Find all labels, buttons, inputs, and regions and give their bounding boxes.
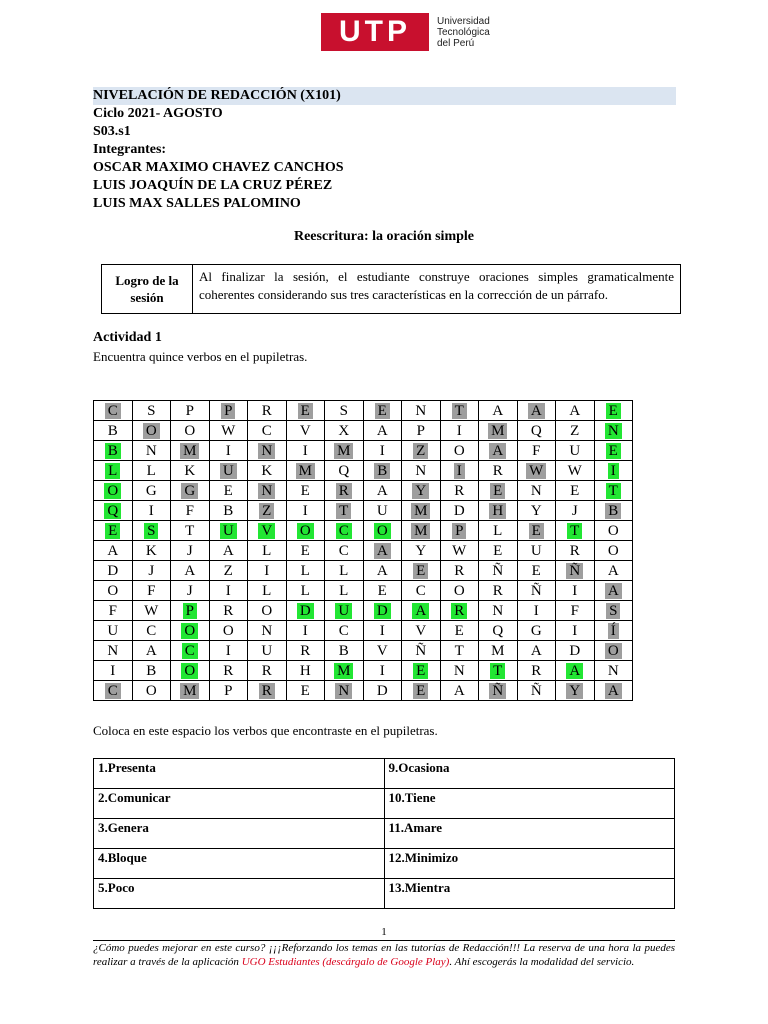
verbs-instruction: Coloca en este espacio los verbos que encontraste en el pupiletras.	[93, 723, 438, 738]
grid-cell: L	[479, 521, 518, 541]
grid-cell: E	[402, 681, 441, 701]
grid-cell: A	[594, 681, 633, 701]
grid-cell: F	[94, 601, 133, 621]
grid-row	[94, 521, 633, 541]
grid-cell: A	[594, 561, 633, 581]
grid-cell: E	[286, 481, 325, 501]
grid-cell: R	[209, 601, 248, 621]
grid-cell: Q	[325, 461, 364, 481]
grid-cell: O	[363, 521, 402, 541]
grid-cell: L	[286, 581, 325, 601]
grid-cell: R	[248, 661, 287, 681]
grid-cell: F	[132, 581, 171, 601]
grid-cell: E	[363, 401, 402, 421]
grid-cell: V	[248, 521, 287, 541]
grid-cell: Z	[209, 561, 248, 581]
grid-cell: I	[556, 621, 595, 641]
grid-cell: B	[325, 641, 364, 661]
grid-row	[94, 641, 633, 661]
grid-cell: W	[440, 541, 479, 561]
grid-cell: E	[517, 561, 556, 581]
grid-cell: N	[248, 441, 287, 461]
verbs-row	[94, 879, 675, 909]
grid-cell: P	[440, 521, 479, 541]
grid-cell: P	[209, 681, 248, 701]
grid-cell: Ñ	[402, 641, 441, 661]
grid-cell: I	[594, 461, 633, 481]
grid-cell: A	[363, 541, 402, 561]
grid-cell: N	[325, 681, 364, 701]
grid-cell: S	[325, 401, 364, 421]
grid-cell: I	[363, 621, 402, 641]
grid-cell: I	[363, 441, 402, 461]
logo-mark: UTP	[321, 13, 429, 51]
footer-text: ¿Cómo puedes mejorar en este curso? ¡¡¡Reforzando los temas en las tutorías de Redacción!!! La reserva de una hora la puedes realizar a través de la aplicación	[93, 942, 675, 968]
grid-cell: V	[363, 641, 402, 661]
verb-cell: 1.Presenta	[94, 759, 385, 789]
grid-cell: M	[479, 641, 518, 661]
grid-cell: C	[94, 401, 133, 421]
logo-text	[437, 16, 490, 49]
grid-cell: E	[594, 401, 633, 421]
grid-cell: T	[440, 641, 479, 661]
grid-cell: U	[248, 641, 287, 661]
grid-cell: E	[286, 401, 325, 421]
grid-cell: N	[440, 661, 479, 681]
grid-cell: N	[132, 441, 171, 461]
grid-cell: K	[248, 461, 287, 481]
grid-cell: G	[132, 481, 171, 501]
grid-cell: W	[209, 421, 248, 441]
grid-cell: B	[94, 421, 133, 441]
grid-cell: E	[363, 581, 402, 601]
grid-cell: S	[132, 521, 171, 541]
grid-cell: C	[325, 541, 364, 561]
grid-cell: P	[402, 421, 441, 441]
grid-cell: D	[286, 601, 325, 621]
grid-cell: I	[440, 461, 479, 481]
grid-cell: U	[556, 441, 595, 461]
grid-cell: O	[209, 621, 248, 641]
verb-cell: 10.Tiene	[384, 789, 675, 819]
grid-cell: L	[132, 461, 171, 481]
grid-cell: N	[248, 481, 287, 501]
session-goal-text: Al finalizar la sesión, el estudiante construye oraciones simples gramaticalmente coherentes considerando sus tres características en la corrección de un párrafo.	[199, 269, 674, 302]
grid-cell: A	[556, 401, 595, 421]
grid-cell: I	[209, 441, 248, 461]
grid-row	[94, 621, 633, 641]
activity-title: Actividad 1	[93, 330, 162, 345]
grid-cell: A	[440, 681, 479, 701]
grid-row	[94, 501, 633, 521]
grid-cell: S	[594, 601, 633, 621]
grid-cell: A	[171, 561, 210, 581]
grid-cell: A	[517, 401, 556, 421]
grid-cell: U	[325, 601, 364, 621]
grid-cell: E	[479, 481, 518, 501]
grid-cell: E	[94, 521, 133, 541]
grid-cell: I	[363, 661, 402, 681]
grid-row	[94, 601, 633, 621]
grid-cell: G	[171, 481, 210, 501]
logo-line3: del Perú	[437, 37, 475, 49]
grid-cell: A	[556, 661, 595, 681]
grid-cell: W	[556, 461, 595, 481]
grid-cell: O	[594, 541, 633, 561]
grid-cell: V	[286, 421, 325, 441]
grid-cell: R	[440, 561, 479, 581]
grid-cell: T	[594, 481, 633, 501]
verb-cell: 5.Poco	[94, 879, 385, 909]
grid-cell: U	[363, 501, 402, 521]
grid-cell: Q	[517, 421, 556, 441]
grid-cell: R	[479, 461, 518, 481]
grid-cell: O	[94, 481, 133, 501]
grid-cell: O	[594, 641, 633, 661]
grid-cell: M	[402, 521, 441, 541]
grid-row	[94, 421, 633, 441]
grid-cell: Q	[479, 621, 518, 641]
grid-row	[94, 561, 633, 581]
grid-cell: A	[363, 421, 402, 441]
grid-cell: A	[402, 601, 441, 621]
grid-cell: C	[325, 521, 364, 541]
grid-cell: W	[132, 601, 171, 621]
grid-cell: R	[248, 401, 287, 421]
utp-logo	[321, 13, 490, 51]
grid-cell: R	[248, 681, 287, 701]
grid-cell: O	[440, 581, 479, 601]
grid-cell: Y	[556, 681, 595, 701]
verb-cell: 4.Bloque	[94, 849, 385, 879]
grid-cell: X	[325, 421, 364, 441]
grid-cell: J	[171, 581, 210, 601]
grid-cell: N	[248, 621, 287, 641]
grid-cell: M	[479, 421, 518, 441]
grid-cell: K	[132, 541, 171, 561]
grid-cell: N	[94, 641, 133, 661]
grid-cell: B	[94, 441, 133, 461]
grid-cell: C	[171, 641, 210, 661]
session-goal-box	[101, 264, 681, 314]
grid-cell: I	[94, 661, 133, 681]
session-goal-label: Logro de la sesión	[102, 265, 193, 313]
grid-cell: E	[402, 561, 441, 581]
verbs-row	[94, 789, 675, 819]
page-number: 1	[381, 926, 387, 938]
grid-cell: A	[517, 641, 556, 661]
grid-cell: E	[517, 521, 556, 541]
grid-cell: R	[479, 581, 518, 601]
grid-cell: B	[363, 461, 402, 481]
grid-cell: D	[440, 501, 479, 521]
grid-cell: Ñ	[556, 561, 595, 581]
grid-cell: Ñ	[479, 681, 518, 701]
grid-cell: C	[325, 621, 364, 641]
grid-cell: C	[132, 621, 171, 641]
grid-cell: D	[94, 561, 133, 581]
footer-text-end: . Ahí escogerás la modalidad del servicio.	[449, 956, 635, 968]
section-title: Reescritura: la oración simple	[293, 229, 474, 244]
grid-cell: U	[517, 541, 556, 561]
grid-cell: T	[556, 521, 595, 541]
verbs-table	[93, 758, 675, 909]
grid-cell: A	[479, 441, 518, 461]
verbs-row	[94, 759, 675, 789]
grid-cell: I	[209, 581, 248, 601]
grid-cell: R	[440, 481, 479, 501]
grid-cell: A	[209, 541, 248, 561]
grid-row	[94, 541, 633, 561]
grid-cell: I	[209, 641, 248, 661]
verb-cell: 13.Mientra	[384, 879, 675, 909]
grid-cell: E	[402, 661, 441, 681]
grid-cell: A	[479, 401, 518, 421]
members-label: Integrantes:	[93, 142, 167, 157]
grid-cell: E	[286, 541, 325, 561]
grid-cell: O	[248, 601, 287, 621]
footer-note	[93, 941, 675, 969]
grid-cell: I	[517, 601, 556, 621]
grid-cell: J	[132, 561, 171, 581]
grid-cell: Q	[94, 501, 133, 521]
grid-cell: Y	[402, 481, 441, 501]
member-name: LUIS JOAQUÍN DE LA CRUZ PÉREZ	[93, 178, 333, 193]
grid-cell: U	[209, 461, 248, 481]
logo-line2: Tecnológica	[437, 26, 490, 38]
grid-cell: A	[132, 641, 171, 661]
grid-cell: R	[209, 661, 248, 681]
grid-cell: I	[286, 501, 325, 521]
grid-cell: I	[440, 421, 479, 441]
grid-cell: Z	[402, 441, 441, 461]
grid-cell: B	[132, 661, 171, 681]
grid-cell: R	[556, 541, 595, 561]
grid-cell: U	[209, 521, 248, 541]
grid-cell: O	[94, 581, 133, 601]
grid-cell: O	[440, 441, 479, 461]
grid-cell: F	[556, 601, 595, 621]
verb-cell: 11.Amare	[384, 819, 675, 849]
grid-cell: W	[517, 461, 556, 481]
grid-cell: M	[325, 441, 364, 461]
cycle: Ciclo 2021- AGOSTO	[93, 106, 223, 121]
word-search-grid	[93, 400, 633, 701]
grid-cell: Y	[402, 541, 441, 561]
grid-cell: U	[94, 621, 133, 641]
grid-cell: M	[325, 661, 364, 681]
grid-cell: N	[594, 421, 633, 441]
grid-cell: E	[556, 481, 595, 501]
grid-cell: L	[94, 461, 133, 481]
member-name: LUIS MAX SALLES PALOMINO	[93, 196, 301, 211]
activity-instruction: Encuentra quince verbos en el pupiletras.	[93, 349, 308, 364]
grid-cell: H	[286, 661, 325, 681]
grid-row	[94, 401, 633, 421]
logo-line1: Universidad	[437, 15, 490, 27]
grid-cell: P	[171, 601, 210, 621]
grid-cell: R	[325, 481, 364, 501]
grid-cell: R	[440, 601, 479, 621]
grid-cell: Ñ	[479, 561, 518, 581]
grid-cell: Ñ	[517, 681, 556, 701]
grid-cell: M	[402, 501, 441, 521]
grid-cell: D	[556, 641, 595, 661]
grid-cell: O	[594, 521, 633, 541]
grid-cell: N	[402, 401, 441, 421]
grid-cell: J	[171, 541, 210, 561]
grid-cell: E	[440, 621, 479, 641]
grid-cell: C	[248, 421, 287, 441]
grid-cell: M	[171, 681, 210, 701]
grid-cell: N	[479, 601, 518, 621]
session-code: S03.s1	[93, 124, 131, 139]
grid-cell: M	[286, 461, 325, 481]
grid-cell: F	[171, 501, 210, 521]
grid-cell: O	[132, 681, 171, 701]
grid-cell: E	[209, 481, 248, 501]
grid-cell: L	[248, 581, 287, 601]
verb-cell: 12.Minimizo	[384, 849, 675, 879]
grid-cell: Z	[556, 421, 595, 441]
grid-cell: O	[171, 421, 210, 441]
grid-cell: C	[402, 581, 441, 601]
grid-cell: I	[286, 621, 325, 641]
grid-cell: A	[94, 541, 133, 561]
grid-cell: Ñ	[517, 581, 556, 601]
grid-cell: Y	[517, 501, 556, 521]
grid-cell: L	[325, 581, 364, 601]
grid-cell: I	[286, 441, 325, 461]
member-name: OSCAR MAXIMO CHAVEZ CANCHOS	[93, 160, 344, 175]
grid-cell: C	[94, 681, 133, 701]
grid-cell: E	[594, 441, 633, 461]
grid-cell: M	[171, 441, 210, 461]
grid-cell: I	[132, 501, 171, 521]
grid-cell: D	[363, 601, 402, 621]
grid-cell: E	[286, 681, 325, 701]
grid-cell: O	[171, 621, 210, 641]
grid-cell: S	[132, 401, 171, 421]
grid-row	[94, 681, 633, 701]
grid-row	[94, 581, 633, 601]
verb-cell: 2.Comunicar	[94, 789, 385, 819]
grid-cell: O	[171, 661, 210, 681]
grid-cell: O	[286, 521, 325, 541]
grid-cell: V	[402, 621, 441, 641]
verbs-row	[94, 849, 675, 879]
grid-cell: I	[248, 561, 287, 581]
grid-cell: L	[325, 561, 364, 581]
grid-cell: E	[479, 541, 518, 561]
grid-cell: G	[517, 621, 556, 641]
document-header	[93, 87, 676, 213]
verb-cell: 3.Genera	[94, 819, 385, 849]
footer-app-link[interactable]: UGO Estudiantes (descárgalo de Google Play)	[241, 956, 450, 968]
grid-cell: B	[594, 501, 633, 521]
grid-cell: T	[440, 401, 479, 421]
grid-cell: A	[363, 561, 402, 581]
grid-cell: R	[517, 661, 556, 681]
grid-cell: T	[479, 661, 518, 681]
grid-cell: A	[363, 481, 402, 501]
grid-cell: F	[517, 441, 556, 461]
grid-cell: B	[209, 501, 248, 521]
grid-cell: P	[209, 401, 248, 421]
grid-cell: T	[171, 521, 210, 541]
grid-cell: A	[594, 581, 633, 601]
grid-cell: Z	[248, 501, 287, 521]
grid-cell: N	[402, 461, 441, 481]
grid-cell: N	[517, 481, 556, 501]
grid-row	[94, 661, 633, 681]
grid-cell: R	[286, 641, 325, 661]
grid-cell: P	[171, 401, 210, 421]
verb-cell: 9.Ocasiona	[384, 759, 675, 789]
grid-cell: I	[556, 581, 595, 601]
grid-row	[94, 441, 633, 461]
grid-cell: T	[325, 501, 364, 521]
grid-row	[94, 481, 633, 501]
grid-cell: N	[594, 661, 633, 681]
grid-cell: L	[286, 561, 325, 581]
grid-cell: H	[479, 501, 518, 521]
course-title: NIVELACIÓN DE REDACCIÓN (X101)	[93, 87, 676, 105]
grid-cell: D	[363, 681, 402, 701]
grid-cell: L	[248, 541, 287, 561]
grid-cell: K	[171, 461, 210, 481]
grid-cell: O	[132, 421, 171, 441]
verbs-row	[94, 819, 675, 849]
grid-row	[94, 461, 633, 481]
grid-cell: Í	[594, 621, 633, 641]
grid-cell: J	[556, 501, 595, 521]
